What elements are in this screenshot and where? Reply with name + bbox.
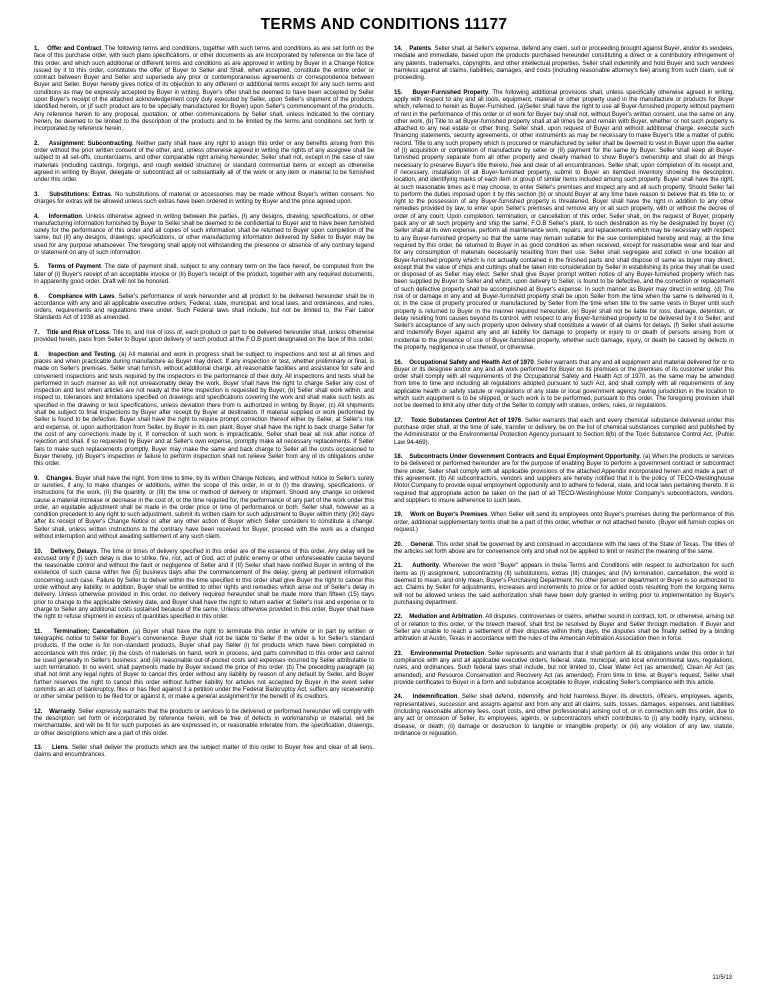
clause-number: 24. — [394, 694, 403, 701]
clause-20 — [394, 542, 734, 557]
clause-2 — [34, 141, 374, 185]
clause-text: . The following terms and conditions, together with such terms and conditions as are set forth on the face of this purchase order, with such plans specifications, or other documents as are incorporated by reference on the face of this order, and which such additional or different terms and conditions as are approved in writing by Buyer in a Change Notice issued by it to this order, constitutes the offer of Buyer to Seller and Shall, when accepted, constitute the entire order or contract between Buyer and Seller and supersede any prior or contemporaneous agreements or correspondence between Buyer and Seller. Buyer hereby gives notice of its objection to any different or additional terms except for any such terms and conditions as may be expressly accepted by Buyer in writing. Buyer's offer shall be deemed to have been accepted by Seller upon Buyer's receipt of the attached acknowledgement copy duly executed by Seller, upon Seller's shipment of the products identified herein, or (if such product are to be specially manufactured for Buyer) upon Seller's commencement of the products. Any reference herein to any proposal, quotation, or other communications by Seller shall, unless indicated to the contrary herein, be deemed to be limited to the description of the products and to be limited by the terms and conditions set forth or incorporated by reference herein. — [34, 46, 374, 133]
clause-heading: Patents — [409, 46, 432, 52]
clause-text: . No substitutions of material or accessories may be made without Buyer's written consent. No charges for extras will be allowed unless such extras have been ordered in writing by Buyer and the price agreed upon. — [34, 191, 375, 206]
clause-text: . Seller shall deliver the products which are the subject matter of this order to Buyer free and clear of all liens, claims and encumbrances. — [34, 745, 374, 759]
clause-16 — [394, 360, 734, 411]
clause-heading: Environmental Protection — [410, 650, 485, 657]
clause-number: 20. — [394, 541, 403, 548]
clause-number: 14. — [394, 46, 403, 52]
clause-15 — [394, 90, 734, 353]
clause-19 — [394, 512, 734, 534]
clause-number: 16. — [394, 359, 403, 366]
clause-number: 18. — [394, 454, 403, 461]
clause-number: 23. — [394, 650, 403, 657]
clause-number: 8. — [34, 351, 40, 358]
clause-24 — [394, 694, 734, 738]
clause-number: 17. — [394, 417, 403, 424]
clause-text: . Wherever the word "Buyer" appears in these Terms and Conditions with respect to authorization for such items as (I) assignment, subcontracting (II) substitutions, extras (III) changes, and (IV) termination, cancellation, the word is deemed to mean, and only mean, Buyer's Purchasing Department. No other person or department or Buyer is so authorized to act. Claims by Seller for adjustments, increases and increments to price or for added costs resulting from the forgoing items will not be allowed unless the said authorization shall have been duly granted in writing prior to implementation by Buyer's purchasing department. — [394, 563, 734, 606]
clause-6 — [34, 294, 374, 323]
clause-8 — [34, 352, 374, 469]
clause-heading: Liens — [51, 745, 68, 752]
clause-text: . (a) When the products or services to be delivered or performed hereunder are for the purpose of enabling Buyer to perform a government contract or subcontract there under, Seller shall comply with all applicable provisions of the attached Appendix incorporated herein and made a part of this agreement. (b) All subcontractors, vendors and suppliers are hereby notified that it is the policy of TECO-Westinghouse Motor Company to provide equal employment opportunity and to adhere to federal, state, and local laws pertaining thereto. It is required that appropriate action be taken on the part of all TECO-Westinghouse Motor Company's subcontractors, vendors, and suppliers to insure adherence to such laws. — [394, 454, 734, 504]
clause-number: 11. — [34, 628, 43, 635]
clause-heading: Terms of Payment — [47, 264, 101, 271]
clause-heading: General — [410, 541, 433, 548]
clause-text: . (a) Buyer shall have the right to terminate this order in whole or in part by written or telegraphic notice to Seller for Buyer's convenience. Buyer shall not be liable to Seller if the order is for Seller's standard products. If the order is for non-standard products, Buyer shall pay Seller (i) for products which have been completed in accordance with this order; (ii) the costs of materials on hand, work in process, and parts committed to this order and cannot be used generally in Seller's business; and (iii) reasonable out-of-pocket costs and expenses incurred by Seller attributable to such termination. In no event, shall payments made by Buyer exceed the price of this order. (b) The preceding paragraph (a) shall not limit any legal rights of Buyer to cancel this order without any liability by reason of any default by Seller, and Buyer further reserves the right to cancel this order without further liability for articles not accepted by Buyer in the event seller commits an act of bankruptcy, files or has filed against it a petition under the Federal Bankruptcy Act, suffers any receivership or other similar petition to be filed for or against it, or make a general assignment for the benefit of its creditors. — [34, 628, 374, 701]
clause-heading: Toxic Substances Control Act of 1976 — [410, 417, 522, 424]
clause-heading: Termination; Cancellation — [53, 628, 129, 635]
clause-number: 9. — [34, 475, 40, 482]
clause-22 — [394, 614, 734, 643]
clause-number: 2. — [34, 140, 40, 147]
page-title: TERMS AND CONDITIONS 11177 — [260, 16, 508, 33]
clause-number: 7. — [34, 329, 40, 336]
clause-3 — [34, 192, 374, 207]
clause-heading: Indemnification — [412, 694, 458, 701]
clause-text: . Seller's performance of work hereunder and all product to be delivered hereunder shall be in accordance with any and all applicable executive orders. Federal, state, municipal, and local laws, and ordinances, and rules, orders, requirements and regulations there under. Such Federal laws shall include, but not be limited to, the Fair Labor Standards Act of 1938 as amended. — [34, 293, 374, 322]
clause-heading: Offer and Contract — [47, 46, 102, 52]
clause-12 — [34, 709, 374, 738]
clause-heading: Compliance with Laws — [48, 293, 115, 300]
clause-14 — [394, 46, 734, 82]
clause-text: . Buyer shall have the right, from time to time, by its written Change Notices, and without notice to Seller's surety or sureties, if any, to make changes or additions, within the scope of this order, in or to (I) the drawing, specifications, or instructions for the work, (II) the quantity, or (III) the time or method of delivery or shipment. Should any change so ordered cause a material increase or decrease in the cost of, or the time required for, the performance of any part of the work under this order, an equitable adjustment shall be made in the order price or time of performance or both. Seller shall, however as a condition precedent to any right to such adjustment, submit its written claim for such adjustment to Buyer within thirty (30) days after its receipt of Buyer's Change Notice or after any other action of Buyer which Seller considers to constitute a change. Seller shall, unless written instructions to the contrary have been received for Buyer, proceed with the work as a changed without interruption and without awaiting settlement of any such claim. — [34, 475, 374, 541]
clause-heading: Substitutions: Extras — [49, 191, 111, 198]
clause-1 — [34, 46, 374, 134]
clause-number: 22. — [394, 614, 403, 621]
clause-18 — [394, 454, 734, 505]
clause-4 — [34, 214, 374, 258]
clause-text: . Seller shall defend, indemnify, and hold harmless Buyer, its directors, officers, employees, agents, representatives, successor and assigns against and from any and all claims, suits, losses, damages, expenses, and liabilities (including reasonable attorney fees, court costs, and other professionals) arising out of, or in connection with this order, due to any act or omission of Seller, its employees, agents, or subcontractors which contributes to (i) any bodily injury, sickness, disease, or death; (ii) damage or destruction to tangible or intangible property; or (iii) any violation of any law, statute, ordinance or regulation. — [394, 694, 734, 737]
clause-text: . This order shall be governed by and construed in accordance with the laws of the State of Texas. The titles of the articles set forth above are for convenience only and shall not be applied to limit or restrict the meaning of the same. — [394, 541, 734, 555]
right-column — [394, 46, 734, 745]
clause-text: . The time or times of delivery specified in this order are of the essence of this order. Any delay will be excused only if (I) such delay is due to strike, fire, riot, act of God, act of public enemy or other unforeseeable cause beyond the reasonable control and without the fault or negligence of Seller and if (II) Seller shall have notified Buyer in writing of the existence of such cause within five (5) business days after the commencement of the delay, giving all pertinent information concerning such case. Failure by Seller to deliver within the time specified in this order shall give Buyer the right to cancel this order without any liability. In addition, Buyer shall be entitled to other rights and remedies which arise out of Seller's delay in delivery. Unless otherwise provided in this order, no delivery required hereunder shall be made more than fifteen (15) days prior to change to the applicable delivery date, and Buyer shall have the right to return earlier at Seller's risk and expense or to charge to Seller any additional costs sustained because of the same. Unless otherwise provided in this order, Buyer shall have the right to refuse shipment in excess of quantities specified in this order. — [34, 548, 374, 621]
clause-heading: Authority — [412, 563, 440, 570]
clause-10 — [34, 549, 374, 622]
clause-text: . Neither party shall have any right to assign this order or any benefits arising from this order without the prior written consent of the other, and, unless otherwise agreed in writing the rights of any assignee shall be subject to all set-offs, counterclaims, and other comparable right arising hereunder. Seller shall not, except in the case of raw materials (including castings, forgings, and rough welded structure) or standard commercial items or except as otherwise agreed in writing by Buyer, delegate or subcontract all or substantially all of the work or any item or material to be furnished under this order. — [34, 140, 374, 184]
clause-text: . The date of payment shall, subject to any contrary term on the face hereof, be computed from the later of (I) Buyer's receipt of an acceptable invoice or (II) Buyer's receipt of the product, together with any required documents, in apparently good order. Draft will not be honored. — [34, 264, 374, 286]
clause-number: 15. — [394, 89, 403, 96]
clause-text: . Seller warrants that any and all equipment and material delivered for or to Buyer or its designee and/or any and all work performed for Buyer on its premises or the premises of its customer under this order shall comply with all requirements of the Occupational Safety and Health Act of 1970, as the same may be amended from time to time and including all regulations adopted pursuant to such Act, and shall comply with all requirements of any applicable health or safety statute or regulations of any state or local government agency having jurisdiction in the location to which such equipment is to be shipped, or such work is to be performed, pursuant to this order. The foregoing provision shall not be deemed to limit any other duty of the Seller to comply with statues, orders, rules, or regulations. — [394, 359, 734, 410]
clause-heading: Title and Risk of Loss — [46, 329, 110, 336]
clause-heading: Changes — [46, 475, 72, 482]
left-column — [34, 46, 374, 767]
clause-17 — [394, 418, 734, 447]
clause-heading: Mediation and Arbitration — [409, 614, 483, 621]
clause-7 — [34, 330, 374, 345]
clause-heading: Inspection and Testing — [48, 351, 116, 358]
clause-number: 19. — [394, 512, 403, 519]
clause-heading: Information — [48, 213, 82, 220]
clause-number: 12. — [34, 708, 43, 715]
clause-heading: Subcontracts Under Government Contracts and Equal Employment Opportunity — [409, 454, 640, 461]
clause-number: 4. — [34, 213, 40, 220]
clause-text: . When Seller will send its employees onto Buyer's premises during the performance of this order, additional supplementary terms shall be a part of this order, whether or not attached hereto. (Buyer will furnish copies on request.) — [394, 512, 734, 534]
clause-text: . Seller warrants that each and every chemical substance delivered under this purchase order shall, at the time of sale, transfer or delivery, be on the list of chemical substances compiled and published by the Administrator or the Environmental Protection Agency pursuant to Section 8(b) of the Toxic Substance Control Act. (Public Law 94-469). — [394, 417, 734, 446]
clause-heading: Delivery, Delays — [50, 548, 97, 555]
clause-9 — [34, 476, 374, 542]
clause-number: 10. — [34, 548, 43, 555]
clause-text: . All disputes, controversies or claims, whether sound in contract, tort, or otherwise, arising out of or relation to this order, or the breech thereof, shall first be resolved by Buyer and Seller through mediation. If Buyer and Seller are unable to reach a settlement of their disputes within thirty days, the disputes shall be finally settled by a binding arbitration at Austin, Texas in accordance with the rules of the American Arbitration Association then in force. — [394, 614, 734, 643]
clause-heading: Buyer-Furnished Property — [412, 89, 489, 96]
clause-text: . (a) All material and work in progress shall be subject to inspections and test at all times and places and when practicable during manufacture as Buyer may direct. If any inspection or test, whether preliminary or final, is made on Seller's premises, Seller shall furnish, without additional charge, all reasonable facilities and assistance for safe and convenient inspections and tests required by the inspectors in the performance of their duty. All inspections and tests shall be performed in such manner as will not unreasonably delay the work. Buyer shall have the right to charge Seller any cost of inspection and test when articles are not ready at the time inspection is requested by Buyer, (b) Seller shall work within, and inspect to, tolerances and limitations specified on drawings and specifications covering the work and shall make such tests as specified in the drawing or test specifications, unless deviation there from is authorized in writing by Buyer, (c) All shipments shall be subject to final inspections by Buyer after receipt by Buyer at destination. If material supplied or work performed by Seller is found to be defective, Buyer shall have the right to require prompt correction thereof either by Seller, at Seller's risk and expense, or, upon authorization from Seller, by Buyer in its own plant. Buyer shall have the right to back charge Seller for the cost of any corrections made by it. If correction of such work is impracticable, Seller shall bear all risk after notice of rejection and shall, if so requested by Buyer and at Seller's own expense, promptly make all necessary replacements. If Seller fails to make such replacements promptly, Buyer may make the same and back charge to Seller all the costs occasioned to Buyer thereby, (d) Buyer's inspection or failure to perform inspection shall not relieve Seller from any of its obligations under this order. — [34, 351, 374, 468]
clause-text: . Unless otherwise agreed in writing between the parties, (I) any designs, drawing, specifications, or other manufacturing information furnished by Buyer to Seller shall be deemed to be confidential to Buyer and to have been furnished solely for the performance of this order and all copies of such information shall be returned to Buyer upon completion of the same, but (II) any designs, drawings, specifications, or other manufacturing information delivered by Seller to Buyer may be used for any purpose whatsoever. The foregoing shall apply not withstanding the presence or absence of any contrary legend or statement on any of such information. — [34, 213, 374, 256]
clause-text: . Seller represents and warrants that it shall perform all its obligations under this order in full compliance with any and all applicable executive orders, federal, state, municipal, and local environmental laws, regulations, rules, and ordinances. Such federal laws shall include, but not limited to, Clear Water Act (as amended), Clean Air Act (as amended), and Resource Conservation and Recovery Act (as amended). From time to time, at Buyer's request, Seller shall provide certificates to Buyer in a form and substance acceptable to Buyer, indicating Seller's compliance with this article. — [394, 650, 734, 686]
clause-heading: Work on Buyer's Premises — [410, 512, 488, 519]
clause-number: 6. — [34, 293, 40, 300]
clause-number: 21. — [394, 563, 403, 570]
clause-11 — [34, 629, 374, 702]
clause-number: 3. — [34, 191, 40, 198]
clause-5 — [34, 264, 374, 286]
clause-heading: Occupational Safety and Health Act of 1970 — [409, 359, 534, 366]
clause-text: . The following additional provisions shall, unless specifically otherwise agreed in writing, apply with respect to any and all tools, equipment, material or other property used in the manufacture or products for Buyer which, referred to herein as Buyer-Furnished. (a)Seller shall have the right to use all Buyer-furnished property without payment of rent in the performance of this order or of work for Buyer buy shall not, without Buyer's written consent, use the same on any other work, (b) Title to all Buyer-furnished property shall at all times be and remain with Buyer, whether or not such property is attached to any real estate or other thing. Seller shall, upon request of Buyer and without additional charge, execute such financing statements, security agreements, or other instruments as may be necessary to make Buyer's title a matter of public record. Title to any such property which is procured or manufactured by seller shall be deemed to vest in Buyer upon the earlier of (I) acquisition or completion of manufacture by seller or (II) payment for the same by Buyer. Seller shall keep all Buyer-furnished property separate from all other property and clearly marked to show Buyer's ownership and shall do all things necessary to preserve Buyer's title thereto, free and clear of all encumbrances. Seller shall, upon completion of its receipt and, if necessary, installation of all Buyer-furnished property, submit to Buyer an itemized inventory showing the description, location, and identifying marks of each item or group of similar items included among such property. Buyer shall have the right, at such reasonable times as it may choose, to enter Seller's premises and inspect any and all such property. Should Seller fail to perform the duties imposed upon it by this section (b) or should Buyer at any time have reason to believe that its title to, or right to the possession of any Buyer-furnished property is threatened, Buyer shall have the right in addition to any other remedies provided by law, to enter upon Seller's premises and remove any or all such property, with or without the decree of order of any court. Upon completion, termination, or cancellation of this order, Seller shall, on the request of Buyer, properly pack any or all such property and ship the same, F.O.B Seller's plant, to such destination as my be designated by buyer (c) Seller shall at its own expense, perform all maintenance work, repairs, and replacements which may be necessary with respect to any Buyer-furnished property so that the same may remain suitable for the sue contemplated hereby and may, at the time required by this order, be returned to Buyer in as good condition as when received, except for reasonable wear and tear and for any consumption of materials necessarily resulting from their use. Seller shall segregate and collect in one location all Buyer-furnished property which is not actually contained in the finished parts and shall dispose of same as buyer may direct, except that the value of chips and cuttings shall be taken into consideration by Seller in establishing its price they shall be used or disposed of as Seller may elect. Seller shall give Buyer prompt written notice of any Buyer-furnished property which has been supplied by Buyer to Seller and which, upon delivery to Seller, is found to be defective, and the correction or replacement of such defective property shall be accomplished at Buyer's expense. In such manner as Buyer may direct in writing. (d) The risk of or damage in any and all Buyer-furnished property shall be upon Seller from the time when the same is delivered to it, or, in the case of property procured or manufactured by Seller from the time when title to the same vests in Buyer until such property is returned to Buyer in the manner required hereunder. (e) Buyer shall not be liable for loss, damage, detention, or delay resulting from causes beyond its control, with respect to any Buyer-furnished property to be delivered by it to Seller, and Seller's acceptance of any such property upon delivery shall constitute a waver of all claims for delays. (f) Seller shall assume and indemnify Buyer against any and all liability for damage to property or injury to or death of persons arising from or incidental to the presence of use of Buyer-furnished property, whether such damage, injury, or death be caused by defects in the property, negligence in use thereof, or otherwise. — [394, 89, 734, 352]
clause-heading: Warranty — [49, 708, 76, 715]
clause-number: 13. — [34, 745, 43, 752]
clause-number: 5. — [34, 264, 40, 271]
clause-21 — [394, 563, 734, 607]
clause-text: . Title to, and risk of loss of, each product or part to be delivered hereunder shall, unless otherwise provided herein, pass from Seller to Buyer upon delivery of such product at the F.O.B point designated on the face of this order. — [34, 329, 374, 344]
clause-number: 1. — [34, 46, 40, 52]
clause-23 — [394, 651, 734, 687]
clause-text: . Seller expressly warrants that the products or services to be delivered or performed hereunder will comply with the description set forth or incorporated by reference herein, will be free of defects in workmanship or material, will be merchantable, and will be fit for such purposes as are expressed in, or reasonable inferable from, the specification, drawings, or other descriptions which are a part of this order. — [34, 708, 375, 737]
clause-text: . Seller shall, at Seller's expense, defend any claim, suit or proceeding brought against Buyer, and/or its vendees, mediate and immediate, based upon the products purchased hereunder constituting a direct or a contributory infringement of any patents, trademarks, copyrights, and other intellectual properties. Seller shall indemnify and hold Buyer and such vendees harmless against all claims, liabilities, damages, and costs (including reasonable attorney's fee) arising from such claim, suit or proceeding. — [394, 46, 734, 82]
clause-heading: Assignment: Subcontracting — [48, 140, 133, 147]
footer-date: 11/5/13 — [712, 975, 732, 981]
clause-13 — [34, 745, 374, 760]
